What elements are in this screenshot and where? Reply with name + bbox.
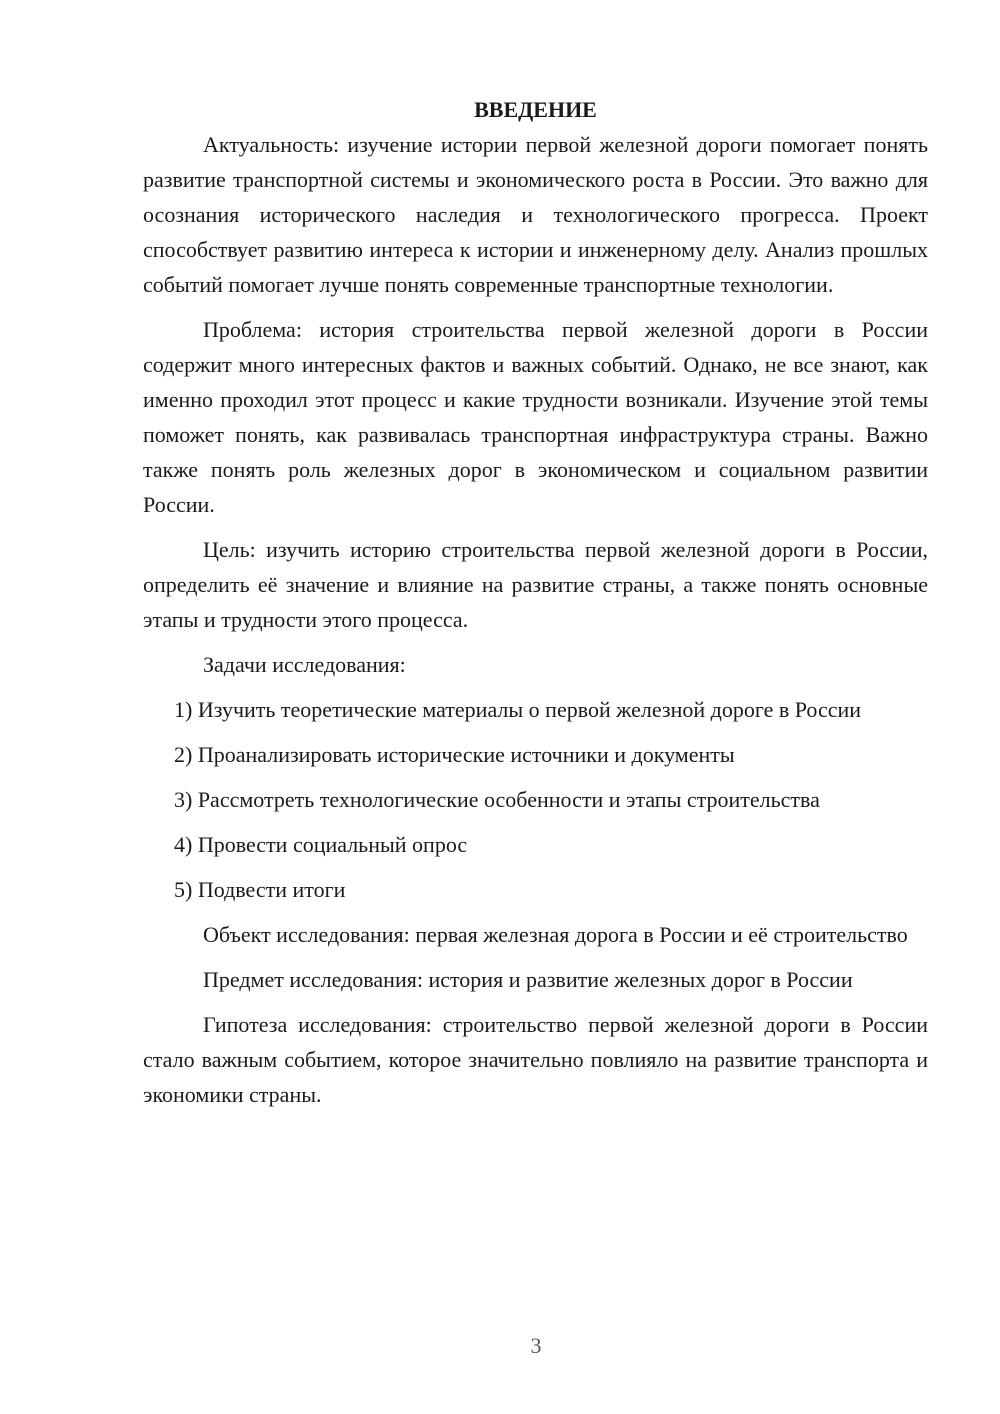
problem-paragraph: Проблема: история строительства первой железной дороги в России содержит много интересных фактов и важных событий. Однако, не все знают, как именно проходил этот процесс и какие трудности возникали. Изучение этой темы поможет понять, как развивалась транспортная инфраструктура страны. Важно также понять роль железных дорог в экономическом и социальном развитии России.: [143, 317, 928, 517]
goal-paragraph: Цель: изучить историю строительства первой железной дороги в России, определить её значение и влияние на развитие страны, а также понять основные этапы и трудности этого процесса.: [143, 537, 928, 632]
page-number: 3: [530, 1333, 542, 1358]
document-page: [143, 92, 928, 1112]
object-paragraph: Объект исследования: первая железная дорога в России и её строительство: [203, 922, 908, 947]
task-item-3: 3) Рассмотреть технологические особенности и этапы строительства: [174, 787, 820, 812]
task-item-1: 1) Изучить теоретические материалы о первой железной дороге в России: [174, 697, 862, 722]
relevance-paragraph: Актуальность: изучение истории первой железной дороги помогает понять развитие транспортной системы и экономического роста в России. Это важно для осознания исторического наследия и технологического прогресса. Проект способствует развитию интереса к истории и инженерному делу. Анализ прошлых событий помогает лучше понять современные транспортные технологии.: [143, 132, 928, 297]
subject-paragraph: Предмет исследования: история и развитие железных дорог в России: [203, 967, 853, 992]
page-title: ВВЕДЕНИЕ: [474, 97, 597, 122]
hypothesis-paragraph: Гипотеза исследования: строительство первой железной дороги в России стало важным событием, которое значительно повлияло на развитие транспорта и экономики страны.: [143, 1012, 928, 1107]
tasks-heading: Задачи исследования:: [203, 652, 406, 677]
task-item-5: 5) Подвести итоги: [174, 877, 346, 902]
task-item-2: 2) Проанализировать исторические источники и документы: [174, 742, 735, 767]
task-item-4: 4) Провести социальный опрос: [174, 832, 468, 857]
